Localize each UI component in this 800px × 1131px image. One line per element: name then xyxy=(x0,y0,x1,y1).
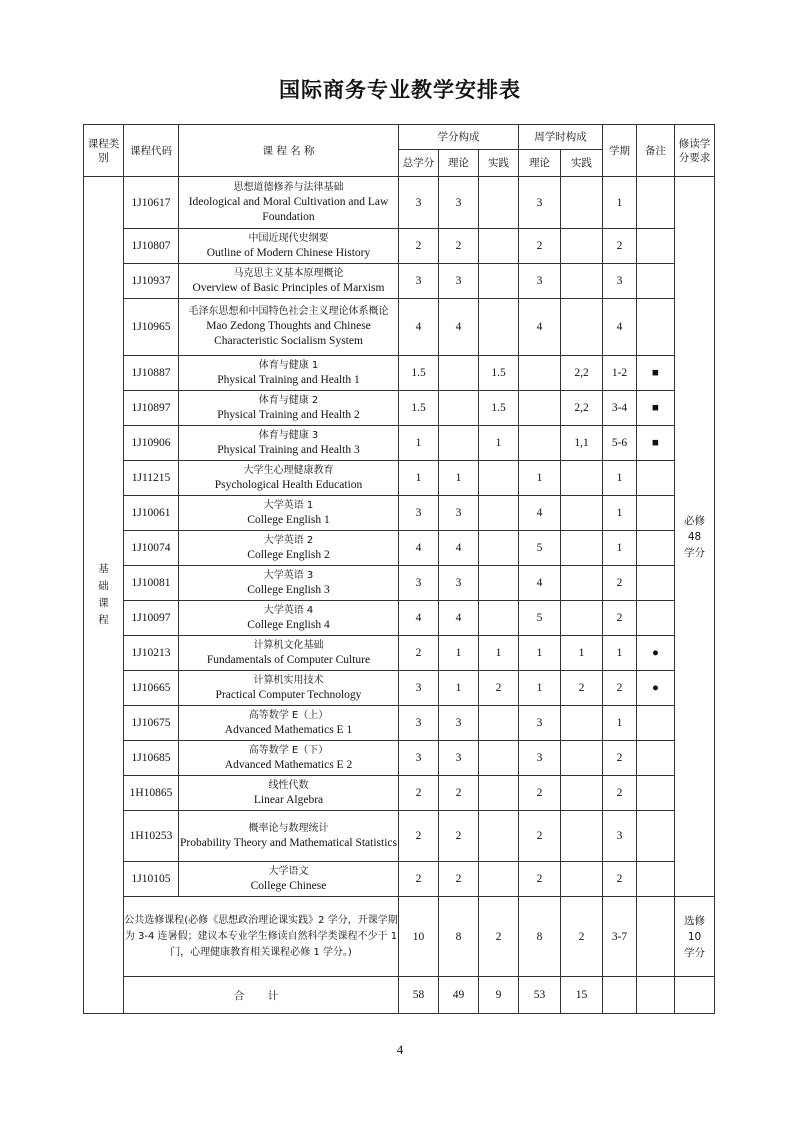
header-total-credit: 总学分 xyxy=(399,150,439,177)
practice-credit-cell xyxy=(479,741,519,776)
note-cell: ■ xyxy=(637,391,675,426)
theory-credit-cell: 3 xyxy=(439,566,479,601)
practice-credit-cell xyxy=(479,601,519,636)
elective-note-cell xyxy=(637,897,675,977)
course-name-en: College English 4 xyxy=(247,618,330,631)
note-cell xyxy=(637,264,675,299)
term-cell: 2 xyxy=(603,741,637,776)
course-name-en: Physical Training and Health 2 xyxy=(217,408,360,421)
practice-credit-cell: 1.5 xyxy=(479,356,519,391)
course-code: 1J10807 xyxy=(124,229,179,264)
course-name xyxy=(179,741,399,776)
table-row xyxy=(84,461,715,496)
theory-credit-cell: 3 xyxy=(439,741,479,776)
course-name xyxy=(179,391,399,426)
header-credit-composition: 学分构成 xyxy=(399,125,519,150)
total-credit-cell: 3 xyxy=(399,671,439,706)
elective-h_theory-cell: 8 xyxy=(519,897,561,977)
practice-hours-cell xyxy=(561,811,603,862)
course-code: 1J10617 xyxy=(124,177,179,229)
theory-credit-cell: 2 xyxy=(439,811,479,862)
term-cell: 5-6 xyxy=(603,426,637,461)
course-code: 1J10061 xyxy=(124,496,179,531)
practice-hours-cell: 1,1 xyxy=(561,426,603,461)
total-credit-cell: 2 xyxy=(399,636,439,671)
category-char: 程 xyxy=(98,614,109,626)
theory-credit-cell: 4 xyxy=(439,531,479,566)
course-name xyxy=(179,264,399,299)
practice-credit-cell xyxy=(479,264,519,299)
course-code: 1J10675 xyxy=(124,706,179,741)
course-name-en: College English 1 xyxy=(247,513,330,526)
term-cell: 4 xyxy=(603,299,637,356)
table-row xyxy=(84,356,715,391)
term-cell: 1 xyxy=(603,636,637,671)
category-char: 础 xyxy=(98,580,109,592)
course-code: 1J10887 xyxy=(124,356,179,391)
table-row xyxy=(84,601,715,636)
practice-hours-cell xyxy=(561,299,603,356)
theory-credit-cell: 2 xyxy=(439,862,479,897)
elective-term-cell: 3-7 xyxy=(603,897,637,977)
elective-credits-line: 学分 xyxy=(684,946,706,959)
practice-hours-cell: 1 xyxy=(561,636,603,671)
theory-hours-cell: 3 xyxy=(519,741,561,776)
total-credit-cell: 4 xyxy=(399,531,439,566)
term-cell: 2 xyxy=(603,566,637,601)
course-name xyxy=(179,531,399,566)
course-name-cn: 计算机实用技术 xyxy=(253,674,324,686)
theory-credit-cell: 4 xyxy=(439,299,479,356)
total-credit-cell: 2 xyxy=(399,811,439,862)
total-credit-cell: 3 xyxy=(399,566,439,601)
table-header xyxy=(84,125,715,177)
page-number: 4 xyxy=(396,1042,404,1057)
totals-h_theory-cell: 53 xyxy=(519,977,561,1014)
practice-credit-cell xyxy=(479,862,519,897)
course-name-en: Ideological and Moral Cultivation and Law Foundation xyxy=(188,195,389,223)
total-credit-cell: 1 xyxy=(399,461,439,496)
course-name xyxy=(179,776,399,811)
theory-credit-cell: 1 xyxy=(439,461,479,496)
required-credits-cell xyxy=(675,177,715,897)
course-name-cn: 大学英语 4 xyxy=(263,604,314,616)
course-name xyxy=(179,177,399,229)
note-cell xyxy=(637,461,675,496)
course-code: 1J10074 xyxy=(124,531,179,566)
practice-hours-cell xyxy=(561,741,603,776)
total-credit-cell: 3 xyxy=(399,741,439,776)
elective-credits-cell xyxy=(675,897,715,977)
practice-credit-cell xyxy=(479,566,519,601)
theory-credit-cell: 4 xyxy=(439,601,479,636)
total-credit-cell: 1.5 xyxy=(399,391,439,426)
table-row xyxy=(84,496,715,531)
course-name-en: Advanced Mathematics E 2 xyxy=(224,758,353,771)
theory-hours-cell: 1 xyxy=(519,671,561,706)
practice-credit-cell: 1 xyxy=(479,426,519,461)
note-cell xyxy=(637,811,675,862)
theory-credit-cell: 1 xyxy=(439,636,479,671)
theory-credit-cell xyxy=(439,426,479,461)
course-code: 1J10213 xyxy=(124,636,179,671)
required-credits-line: 48 xyxy=(687,530,702,543)
total-credit-cell: 4 xyxy=(399,601,439,636)
practice-credit-cell: 1.5 xyxy=(479,391,519,426)
note-cell xyxy=(637,706,675,741)
practice-credit-cell xyxy=(479,496,519,531)
course-name-en: Physical Training and Health 3 xyxy=(217,443,360,456)
header-weekly-hours: 周学时构成 xyxy=(519,125,603,150)
theory-hours-cell: 4 xyxy=(519,299,561,356)
header-note: 备注 xyxy=(637,125,675,177)
course-name xyxy=(179,706,399,741)
totals-label: 合 计 xyxy=(124,977,399,1014)
practice-hours-cell: 2,2 xyxy=(561,391,603,426)
practice-hours-cell: 2,2 xyxy=(561,356,603,391)
table-row xyxy=(84,264,715,299)
theory-hours-cell: 2 xyxy=(519,229,561,264)
note-cell: ■ xyxy=(637,356,675,391)
course-name-en: Overview of Basic Principles of Marxism xyxy=(192,281,385,294)
table-row xyxy=(84,776,715,811)
course-name-cn: 大学英语 2 xyxy=(263,534,314,546)
course-name-cn: 大学英语 3 xyxy=(263,569,314,581)
theory-hours-cell: 1 xyxy=(519,636,561,671)
theory-credit-cell: 2 xyxy=(439,229,479,264)
note-cell xyxy=(637,496,675,531)
theory-credit-cell: 1 xyxy=(439,671,479,706)
course-name-en: College English 2 xyxy=(247,548,330,561)
category-char: 课 xyxy=(98,597,109,609)
practice-hours-cell xyxy=(561,706,603,741)
course-name xyxy=(179,671,399,706)
course-name-cn: 高等数学 E（下） xyxy=(248,744,329,756)
note-cell xyxy=(637,566,675,601)
term-cell: 2 xyxy=(603,229,637,264)
practice-hours-cell: 2 xyxy=(561,671,603,706)
course-name-en: College Chinese xyxy=(250,879,327,892)
document-title: 国际商务专业教学安排表 xyxy=(279,78,521,102)
theory-hours-cell: 2 xyxy=(519,862,561,897)
course-name-cn: 思想道德修养与法律基础 xyxy=(233,181,344,193)
course-name-en: Fundamentals of Computer Culture xyxy=(206,653,371,666)
elective-credits-line: 选修 xyxy=(684,914,706,927)
course-name-cn: 体育与健康 3 xyxy=(258,429,319,441)
course-code: 1J10097 xyxy=(124,601,179,636)
practice-hours-cell xyxy=(561,229,603,264)
note-cell: ● xyxy=(637,636,675,671)
total-credit-cell: 2 xyxy=(399,229,439,264)
totals-term-cell xyxy=(603,977,637,1014)
course-code: 1J10965 xyxy=(124,299,179,356)
theory-hours-cell: 3 xyxy=(519,706,561,741)
theory-credit-cell xyxy=(439,356,479,391)
course-name xyxy=(179,601,399,636)
course-name-en: Linear Algebra xyxy=(253,793,324,806)
theory-hours-cell: 4 xyxy=(519,496,561,531)
required-credits-line: 必修 xyxy=(684,514,706,527)
note-cell xyxy=(637,531,675,566)
course-name-cn: 计算机文化基础 xyxy=(253,639,324,651)
practice-credit-cell xyxy=(479,177,519,229)
elective-row xyxy=(84,897,715,977)
term-cell: 1 xyxy=(603,461,637,496)
course-code: 1J10685 xyxy=(124,741,179,776)
course-list xyxy=(84,177,715,1014)
total-credit-cell: 3 xyxy=(399,496,439,531)
note-cell: ● xyxy=(637,671,675,706)
course-name-cn: 大学生心理健康教育 xyxy=(243,464,334,476)
course-name xyxy=(179,426,399,461)
theory-credit-cell: 3 xyxy=(439,177,479,229)
theory-hours-cell xyxy=(519,391,561,426)
practice-credit-cell xyxy=(479,531,519,566)
course-name-en: Mao Zedong Thoughts and Chinese Characteristic Socialism System xyxy=(206,320,371,347)
course-code: 1H10253 xyxy=(124,811,179,862)
note-cell xyxy=(637,229,675,264)
theory-credit-cell xyxy=(439,391,479,426)
theory-hours-cell: 2 xyxy=(519,776,561,811)
course-name xyxy=(179,229,399,264)
course-code: 1J10906 xyxy=(124,426,179,461)
note-cell xyxy=(637,601,675,636)
practice-hours-cell xyxy=(561,461,603,496)
course-name xyxy=(179,862,399,897)
totals-practice-cell: 9 xyxy=(479,977,519,1014)
course-name xyxy=(179,636,399,671)
term-cell: 3 xyxy=(603,811,637,862)
theory-credit-cell: 2 xyxy=(439,776,479,811)
total-credit-cell: 1 xyxy=(399,426,439,461)
totals-note-cell xyxy=(637,977,675,1014)
course-name-en: Advanced Mathematics E 1 xyxy=(224,723,353,736)
note-cell: ■ xyxy=(637,426,675,461)
practice-hours-cell xyxy=(561,566,603,601)
term-cell: 1 xyxy=(603,496,637,531)
total-credit-cell: 3 xyxy=(399,177,439,229)
practice-credit-cell xyxy=(479,811,519,862)
course-code: 1J10665 xyxy=(124,671,179,706)
table-row xyxy=(84,862,715,897)
header-practice-credit: 实践 xyxy=(479,150,519,177)
elective-credits-line: 10 xyxy=(687,930,702,943)
total-credit-cell: 3 xyxy=(399,264,439,299)
table-row xyxy=(84,706,715,741)
table-row xyxy=(84,391,715,426)
table-row xyxy=(84,426,715,461)
practice-hours-cell xyxy=(561,862,603,897)
category-char: 基 xyxy=(98,563,109,575)
course-code: 1J10105 xyxy=(124,862,179,897)
total-credit-cell: 2 xyxy=(399,862,439,897)
theory-hours-cell: 1 xyxy=(519,461,561,496)
note-cell xyxy=(637,776,675,811)
course-name-cn: 线性代数 xyxy=(268,779,309,791)
course-name xyxy=(179,356,399,391)
table-row xyxy=(84,531,715,566)
course-name-en: College English 3 xyxy=(247,583,330,596)
course-name-cn: 大学英语 1 xyxy=(263,499,314,511)
practice-hours-cell xyxy=(561,264,603,299)
practice-credit-cell xyxy=(479,229,519,264)
course-code: 1J11215 xyxy=(124,461,179,496)
teaching-schedule-table xyxy=(83,124,715,1014)
course-name xyxy=(179,811,399,862)
table-row xyxy=(84,671,715,706)
header-theory-credit: 理论 xyxy=(439,150,479,177)
practice-hours-cell xyxy=(561,496,603,531)
course-name xyxy=(179,496,399,531)
theory-hours-cell xyxy=(519,426,561,461)
course-name xyxy=(179,461,399,496)
table-row xyxy=(84,566,715,601)
header-term: 学期 xyxy=(603,125,637,177)
header-category: 课程类别 xyxy=(84,125,124,177)
totals-total-cell: 58 xyxy=(399,977,439,1014)
course-name-cn: 毛泽东思想和中国特色社会主义理论体系概论 xyxy=(188,306,389,317)
practice-credit-cell: 2 xyxy=(479,671,519,706)
course-name-cn: 马克思主义基本原理概论 xyxy=(233,267,344,279)
course-code: 1J10937 xyxy=(124,264,179,299)
required-credits-line: 学分 xyxy=(684,546,706,559)
theory-credit-cell: 3 xyxy=(439,496,479,531)
total-credit-cell: 1.5 xyxy=(399,356,439,391)
course-name-en: Probability Theory and Mathematical Statistics xyxy=(180,836,397,849)
term-cell: 2 xyxy=(603,862,637,897)
practice-credit-cell xyxy=(479,776,519,811)
course-name-en: Psychological Health Education xyxy=(214,478,363,491)
table-row xyxy=(84,741,715,776)
term-cell: 3-4 xyxy=(603,391,637,426)
term-cell: 1-2 xyxy=(603,356,637,391)
course-name-cn: 体育与健康 2 xyxy=(258,394,319,406)
table-row xyxy=(84,811,715,862)
header-practice-hours: 实践 xyxy=(561,150,603,177)
elective-h_practice-cell: 2 xyxy=(561,897,603,977)
course-name-en: Outline of Modern Chinese History xyxy=(206,246,371,259)
category-cell xyxy=(84,177,124,1014)
term-cell: 1 xyxy=(603,177,637,229)
theory-credit-cell: 3 xyxy=(439,706,479,741)
course-name-cn: 概率论与数理统计 xyxy=(248,822,329,834)
table-row xyxy=(84,177,715,229)
table-row xyxy=(84,636,715,671)
theory-hours-cell: 2 xyxy=(519,811,561,862)
totals-req-cell xyxy=(675,977,715,1014)
theory-credit-cell: 3 xyxy=(439,264,479,299)
header-course-name: 课 程 名 称 xyxy=(179,125,399,177)
header-code: 课程代码 xyxy=(124,125,179,177)
total-credit-cell: 2 xyxy=(399,776,439,811)
note-cell xyxy=(637,177,675,229)
course-name xyxy=(179,299,399,356)
course-name-cn: 体育与健康 1 xyxy=(258,359,319,371)
note-cell xyxy=(637,299,675,356)
practice-hours-cell xyxy=(561,776,603,811)
note-cell xyxy=(637,741,675,776)
header-theory-hours: 理论 xyxy=(519,150,561,177)
course-name-cn: 中国近现代史纲要 xyxy=(248,232,329,244)
term-cell: 2 xyxy=(603,601,637,636)
practice-credit-cell xyxy=(479,706,519,741)
term-cell: 1 xyxy=(603,706,637,741)
practice-hours-cell xyxy=(561,601,603,636)
course-code: 1J10081 xyxy=(124,566,179,601)
theory-hours-cell: 3 xyxy=(519,177,561,229)
table-row xyxy=(84,229,715,264)
term-cell: 2 xyxy=(603,671,637,706)
elective-description: 公共选修课程(必修《思想政治理论课实践》2 学分，开课学期为 3-4 连暑假；建议本专业学生修读自然科学类课程不少于 1 门，心理健康教育相关课程必修 1 学分。) xyxy=(124,897,399,977)
elective-practice-cell: 2 xyxy=(479,897,519,977)
course-code: 1J10897 xyxy=(124,391,179,426)
course-code: 1H10865 xyxy=(124,776,179,811)
table-row xyxy=(84,299,715,356)
totals-row xyxy=(84,977,715,1014)
course-name xyxy=(179,566,399,601)
theory-hours-cell: 3 xyxy=(519,264,561,299)
total-credit-cell: 3 xyxy=(399,706,439,741)
elective-theory-cell: 8 xyxy=(439,897,479,977)
practice-hours-cell xyxy=(561,531,603,566)
theory-hours-cell: 5 xyxy=(519,601,561,636)
practice-credit-cell xyxy=(479,461,519,496)
term-cell: 1 xyxy=(603,531,637,566)
totals-h_practice-cell: 15 xyxy=(561,977,603,1014)
totals-theory-cell: 49 xyxy=(439,977,479,1014)
note-cell xyxy=(637,862,675,897)
course-name-cn: 大学语文 xyxy=(268,865,309,877)
course-name-en: Practical Computer Technology xyxy=(215,688,362,701)
course-name-cn: 高等数学 E（上） xyxy=(248,709,329,721)
course-name-en: Physical Training and Health 1 xyxy=(217,373,360,386)
total-credit-cell: 4 xyxy=(399,299,439,356)
theory-hours-cell: 4 xyxy=(519,566,561,601)
theory-hours-cell xyxy=(519,356,561,391)
practice-credit-cell xyxy=(479,299,519,356)
term-cell: 2 xyxy=(603,776,637,811)
term-cell: 3 xyxy=(603,264,637,299)
practice-credit-cell: 1 xyxy=(479,636,519,671)
theory-hours-cell: 5 xyxy=(519,531,561,566)
header-credit-requirement: 修读学分要求 xyxy=(675,125,715,177)
elective-total-cell: 10 xyxy=(399,897,439,977)
practice-hours-cell xyxy=(561,177,603,229)
